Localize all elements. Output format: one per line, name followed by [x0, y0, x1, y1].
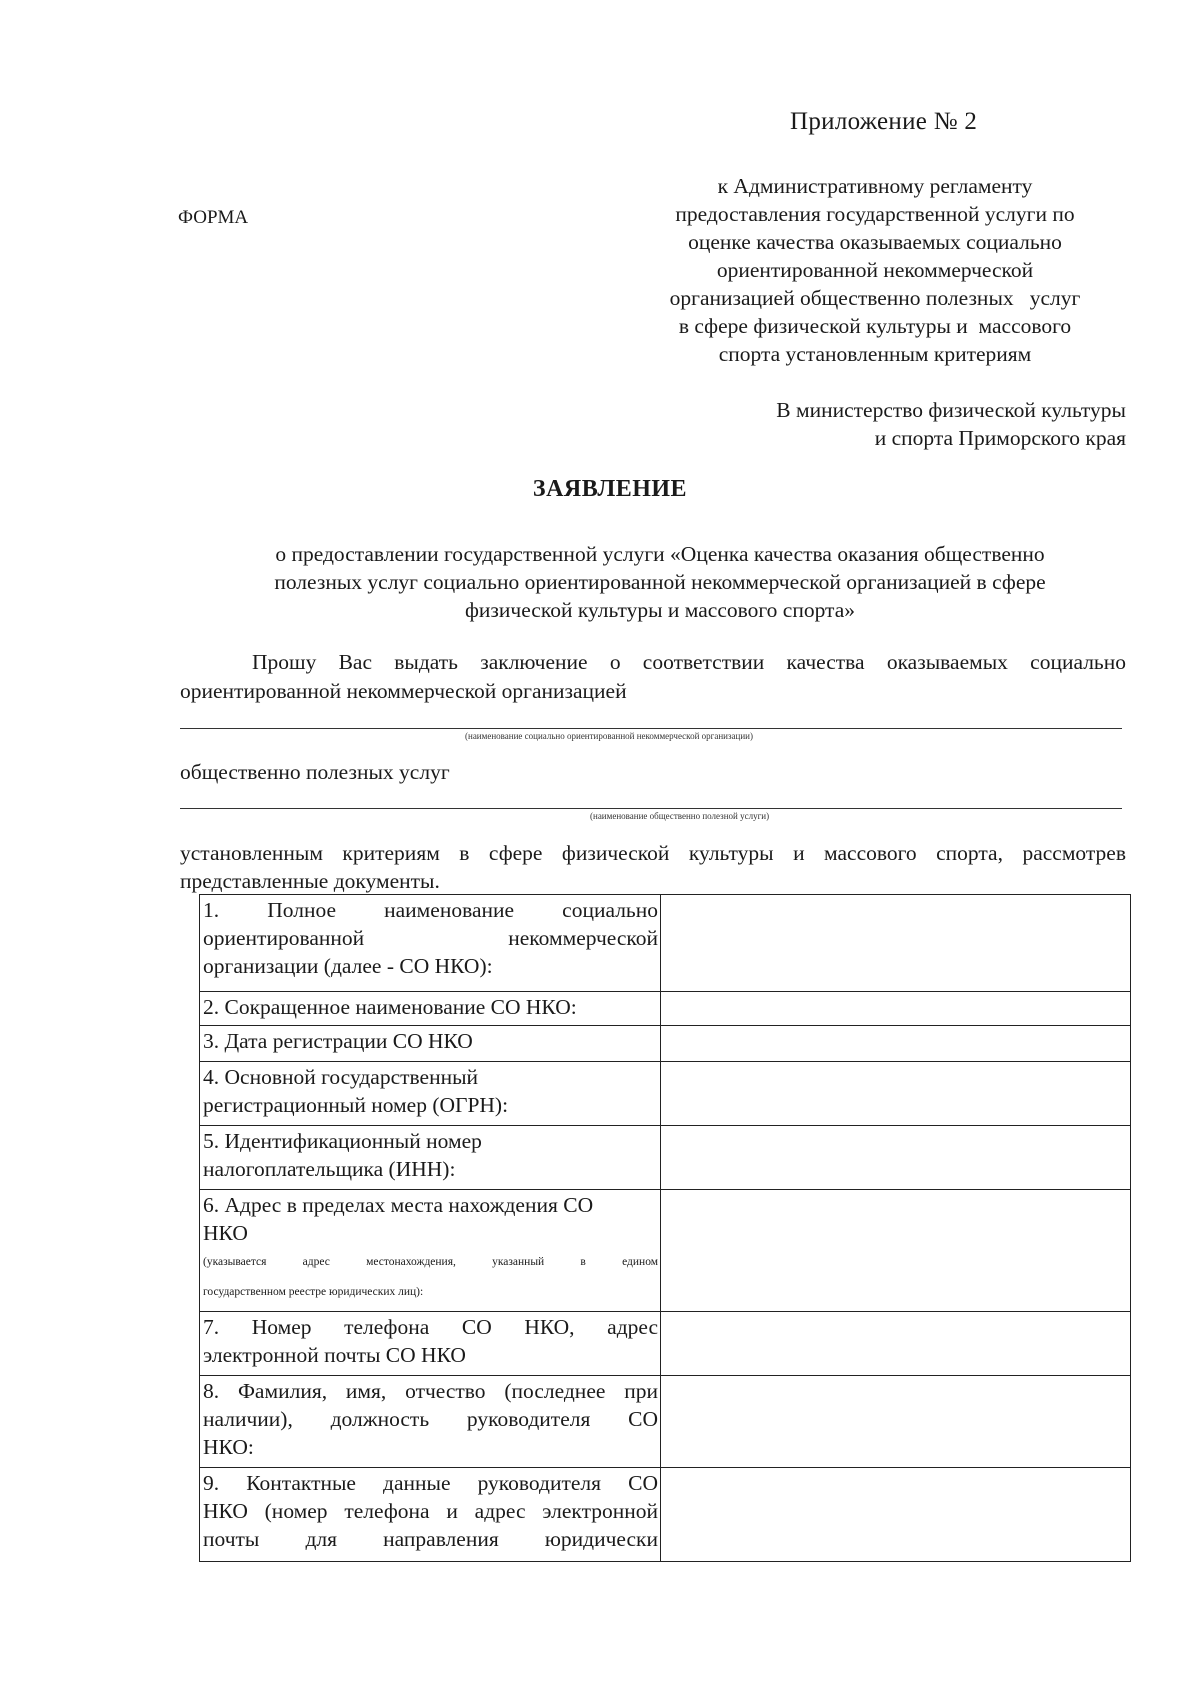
subject-line: полезных услуг социально ориентированной некоммерческой организацией в сфере: [274, 570, 1046, 594]
row-value-cell[interactable]: [661, 1190, 1131, 1312]
row-label-line: организации (далее - СО НКО):: [203, 954, 493, 978]
regulation-line: к Административному регламенту: [717, 174, 1033, 198]
addressee-line: и спорта Приморского края: [874, 426, 1126, 450]
row-label-cell: [200, 1026, 661, 1062]
row-value-cell[interactable]: [661, 1312, 1131, 1376]
table-row: [200, 1026, 1131, 1062]
row-label-line: почты для направления юридически: [203, 1527, 658, 1551]
addressee-block: [776, 396, 1126, 452]
row-label-line: наличии), должность руководителя СО: [203, 1407, 658, 1431]
row-label-line: НКО (номер телефона и адрес электронной: [203, 1499, 658, 1523]
services-label: общественно полезных услуг: [180, 760, 450, 784]
row-label-line: 2. Сокращенное наименование СО НКО:: [203, 995, 577, 1019]
regulation-line: организацией общественно полезных услуг: [669, 286, 1081, 310]
regulation-line: ориентированной некоммерческой: [716, 258, 1034, 282]
subject-line: физической культуры и массового спорта»: [464, 598, 856, 622]
row-label-cell: [200, 992, 661, 1026]
row-label-cell: [200, 1062, 661, 1126]
row-note-line: (указывается адрес местонахождения, указанный в едином: [203, 1256, 658, 1268]
row-label-line: ориентированной некоммерческой: [203, 926, 658, 950]
row-value-cell[interactable]: [661, 895, 1131, 992]
row-label-line: 8. Фамилия, имя, отчество (последнее при: [203, 1379, 658, 1403]
request-line: ориентированной некоммерческой организацией: [180, 679, 627, 703]
table-row: [200, 1062, 1131, 1126]
row-label-line: НКО:: [203, 1435, 254, 1459]
request-paragraph: [180, 648, 1126, 706]
form-label: ФОРМА: [178, 207, 249, 228]
regulation-line: спорта установленным критериям: [718, 342, 1032, 366]
table-row: [200, 1312, 1131, 1376]
row-label-line: НКО: [203, 1221, 248, 1245]
row-value-cell[interactable]: [661, 1126, 1131, 1190]
row-label-cell: [200, 895, 661, 992]
regulation-line: оценке качества оказываемых социально: [688, 230, 1062, 254]
org-name-caption: (наименование социально ориентированной некоммерческой организации): [465, 731, 753, 741]
row-value-cell[interactable]: [661, 992, 1131, 1026]
row-label-line: электронной почты СО НКО: [203, 1343, 466, 1367]
appendix-number: Приложение № 2: [790, 108, 978, 135]
addressee-line: В министерство физической культуры: [776, 398, 1126, 422]
table-row: [200, 1376, 1131, 1468]
row-label-line: 7. Номер телефона СО НКО, адрес: [203, 1315, 658, 1339]
row-label-line: 1. Полное наименование социально: [203, 898, 658, 922]
row-label-cell: [200, 1126, 661, 1190]
subject-line: о предоставлении государственной услуги «Оценка качества оказания общественно: [275, 542, 1045, 566]
row-label-line: 5. Идентификационный номер: [203, 1129, 482, 1153]
row-label-line: 9. Контактные данные руководителя СО: [203, 1471, 658, 1495]
row-label-line: налогоплательщика (ИНН):: [203, 1157, 456, 1181]
row-label-cell: [200, 1468, 661, 1562]
row-label-line: 3. Дата регистрации СО НКО: [203, 1029, 473, 1053]
table-row: [200, 1190, 1131, 1312]
request-line: Прошу Вас выдать заключение о соответствии качества оказываемых социально: [252, 650, 1126, 674]
service-name-fill-line[interactable]: [180, 808, 1122, 809]
row-label-cell: [200, 1190, 661, 1312]
regulation-reference: [640, 172, 1110, 368]
row-value-cell[interactable]: [661, 1026, 1131, 1062]
table-row: [200, 1468, 1131, 1562]
row-note-line: государственном реестре юридических лиц):: [203, 1286, 424, 1298]
regulation-line: предоставления государственной услуги по: [675, 202, 1075, 226]
application-subject: [180, 540, 1140, 624]
row-label-line: регистрационный номер (ОГРН):: [203, 1093, 509, 1117]
row-value-cell[interactable]: [661, 1468, 1131, 1562]
row-label-cell: [200, 1312, 661, 1376]
criteria-line: установленным критериям в сфере физической культуры и массового спорта, рассмотрев: [180, 841, 1126, 865]
service-name-caption: (наименование общественно полезной услуги): [590, 811, 770, 821]
criteria-line: представленные документы.: [180, 869, 440, 893]
document-title: ЗАЯВЛЕНИЕ: [532, 476, 688, 502]
nko-info-table: [199, 894, 1131, 1562]
row-label-line: 4. Основной государственный: [203, 1065, 479, 1089]
table-row: [200, 992, 1131, 1026]
row-label-line: 6. Адрес в пределах места нахождения СО: [203, 1193, 594, 1217]
regulation-line: в сфере физической культуры и массового: [678, 314, 1072, 338]
table-row: [200, 1126, 1131, 1190]
table-row: [200, 895, 1131, 992]
row-label-cell: [200, 1376, 661, 1468]
row-value-cell[interactable]: [661, 1062, 1131, 1126]
org-name-fill-line[interactable]: [180, 728, 1122, 729]
row-value-cell[interactable]: [661, 1376, 1131, 1468]
criteria-paragraph: [180, 839, 1126, 895]
